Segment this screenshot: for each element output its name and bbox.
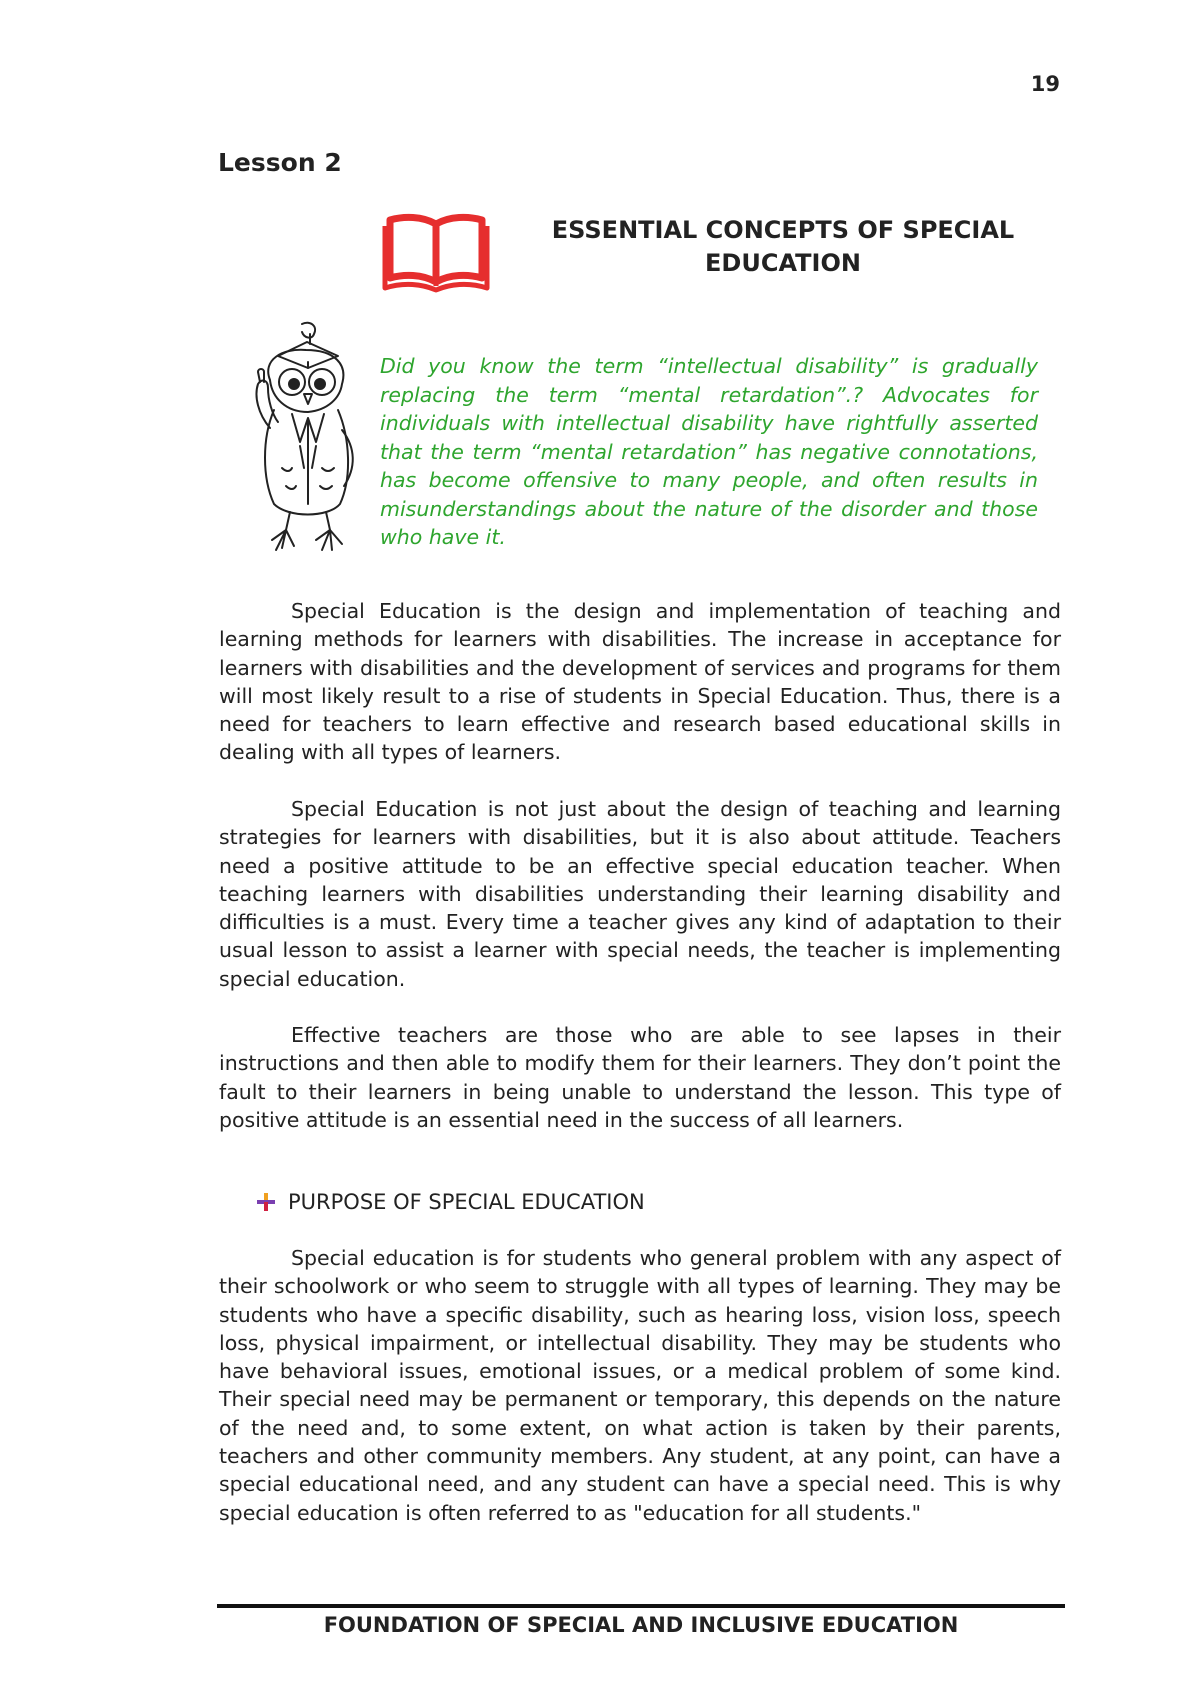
page-number: 19 — [1030, 72, 1060, 96]
body-paragraph-3: Effective teachers are those who are able to see lapses in their instructions and then able to modify them for their learners. They don’t point the fault to their learners in being unable to understand the lesson. This type of positive attitude is an essential need in the success of all learners. — [219, 1023, 1061, 1132]
body-paragraph-4: Special education is for students who general problem with any aspect of their schoolwork or who seem to struggle with all types of learning. They may be students who have a specific disability, such as hearing loss, vision loss, speech loss, physical impairment, or intellectual disability. They may be students who have behavioral issues, emotional issues, or a medical problem of some kind. Their special need may be permanent or temporary, this depends on the nature of the need and, to some extent, on what action is taken by their parents, teachers and other community members. Any student, at any point, can have a special educational need, and any student can have a special need. This is why special education is often referred to as "education for all students." — [219, 1246, 1061, 1525]
footer-text: FOUNDATION OF SPECIAL AND INCLUSIVE EDUCATION — [323, 1613, 959, 1637]
lesson-label: Lesson 2 — [218, 148, 342, 177]
footer-rule — [217, 1604, 1065, 1608]
section-heading-text: PURPOSE OF SPECIAL EDUCATION — [288, 1190, 645, 1214]
body-paragraph-2: Special Education is not just about the design of teaching and learning strategies for learners with disabilities, but it is also about attitude. Teachers need a positive attitude to be an effective special education teacher. When teaching learners with disabilities understanding their learning disability and difficulties is a must. Every time a teacher gives any kind of adaptation to their usual lesson to assist a learner with special needs, the teacher is implementing special education. — [219, 797, 1061, 991]
lesson-title — [548, 214, 1018, 280]
open-book-icon — [382, 210, 490, 294]
title-line-1: ESSENTIAL CONCEPTS OF SPECIAL — [551, 216, 1015, 244]
owl-mascot-icon — [252, 318, 358, 556]
plus-bullet-icon — [256, 1192, 276, 1212]
body-paragraph-1: Special Education is the design and implementation of teaching and learning methods for learners with disabilities. The increase in acceptance for learners with disabilities and the development of services and programs for them will most likely result to a rise of students in Special Education. Thus, there is a need for teachers to learn effective and research based educational skills in dealing with all types of learners. — [219, 599, 1061, 765]
section-heading — [256, 1190, 645, 1214]
callout-text: Did you know the term “intellectual disability” is gradually replacing the term “mental retardation”.? Advocates for individuals with intellectual disability have rightfully asserted that the term “mental retardation” has negative connotations, has become offensive to many people, and often results in misunderstandings about the nature of the disorder and those who have it. — [380, 354, 1038, 549]
title-line-2: EDUCATION — [705, 249, 861, 277]
